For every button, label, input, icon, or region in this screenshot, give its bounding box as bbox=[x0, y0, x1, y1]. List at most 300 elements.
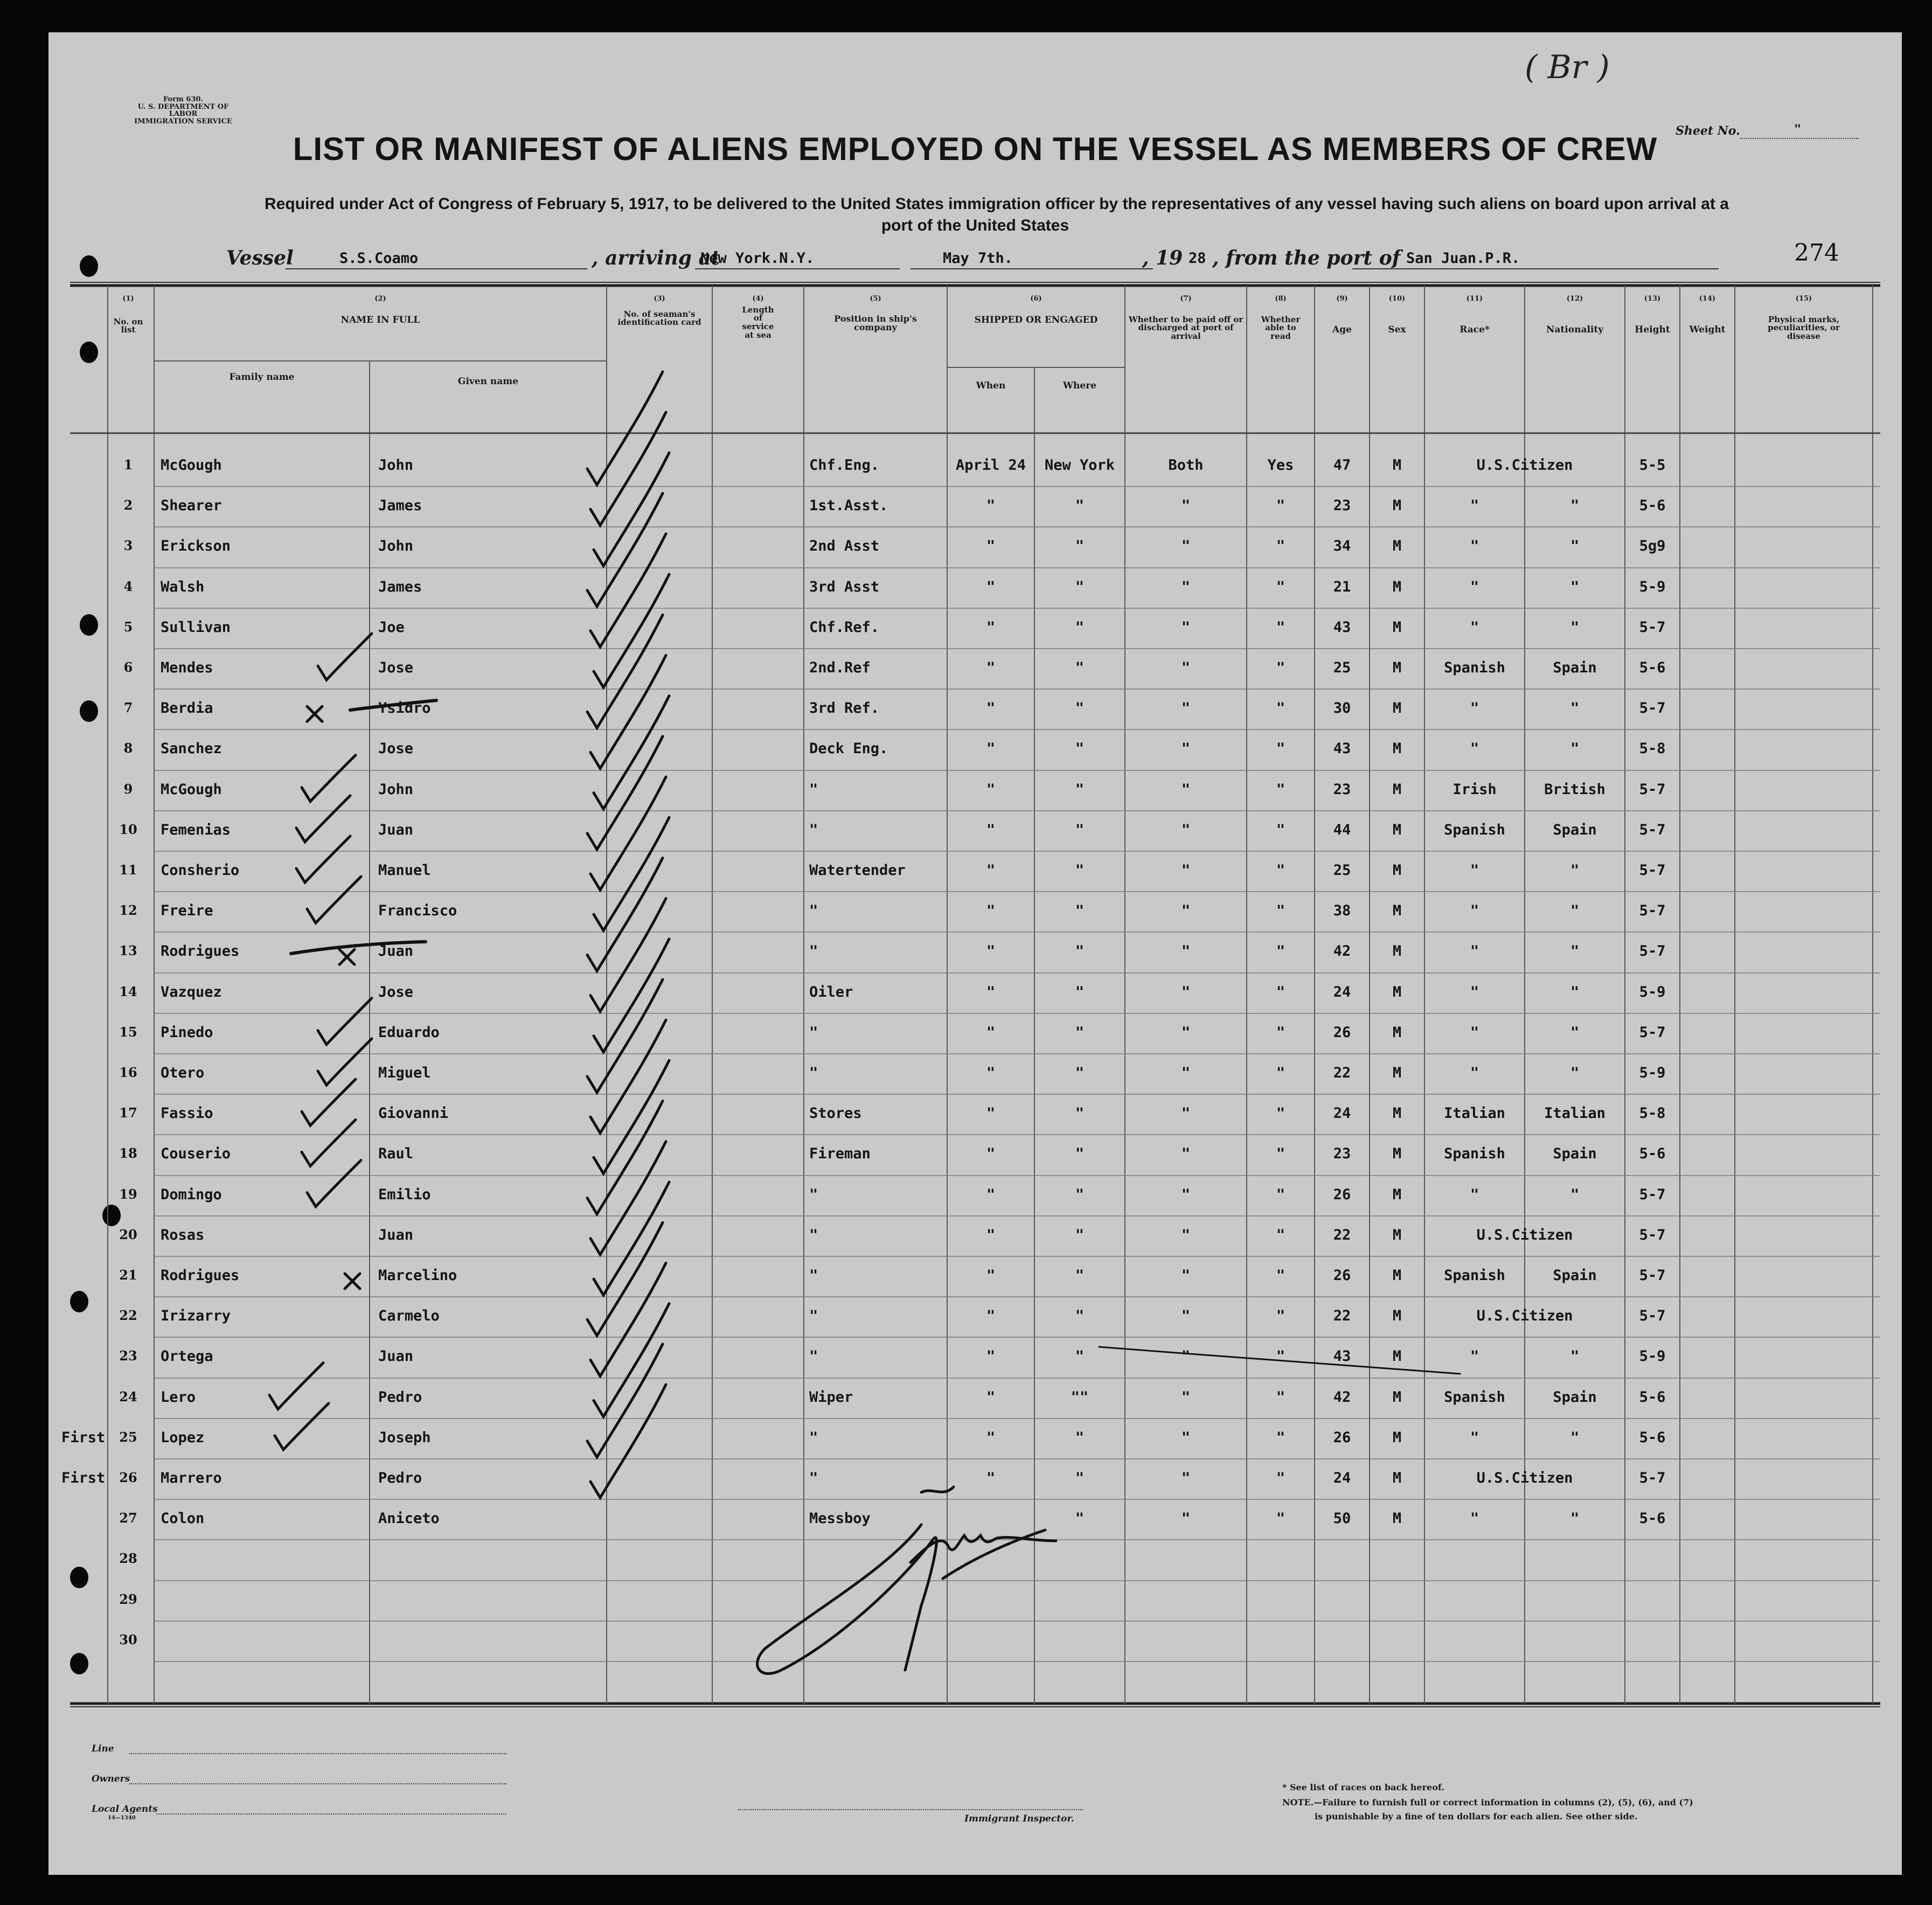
age-cell: 22 bbox=[1333, 1226, 1351, 1243]
shipped-where-cell: " bbox=[1075, 1429, 1085, 1446]
subtitle-line-1: Required under Act of Congress of February 5, 1917, to be delivered to the United States immigration officer by the representatives of any vessel having such aliens on board upon arrival at a bbox=[265, 195, 1729, 213]
able-to-read-cell: " bbox=[1276, 1145, 1285, 1163]
sex-cell: M bbox=[1392, 821, 1402, 838]
family-name-cell: Lopez bbox=[161, 1429, 205, 1446]
col3-title: No. of seaman's identification card bbox=[617, 309, 701, 328]
able-to-read-cell: " bbox=[1276, 943, 1285, 960]
col8-title: Whether able to read bbox=[1261, 314, 1301, 342]
family-name-cell: Irizarry bbox=[161, 1308, 231, 1325]
arrival-year: 28 bbox=[1189, 250, 1206, 267]
paid-off-cell: " bbox=[1181, 497, 1191, 515]
race-cell: " bbox=[1470, 618, 1479, 636]
footnote-penalty-1: NOTE.—Failure to furnish full or correct information in columns (2), (5), (6), and (7) bbox=[1282, 1797, 1693, 1807]
race-cell: " bbox=[1470, 578, 1479, 595]
race-cell: " bbox=[1470, 700, 1479, 717]
check-mark bbox=[587, 736, 663, 850]
row-number-cell: 8 bbox=[123, 740, 133, 756]
paid-off-cell: " bbox=[1181, 1267, 1191, 1284]
sex-cell: M bbox=[1392, 1105, 1402, 1122]
height-cell: 5-6 bbox=[1639, 497, 1666, 515]
row-number-cell: 2 bbox=[123, 497, 133, 513]
paid-off-cell: " bbox=[1181, 1145, 1191, 1163]
able-to-read-cell: " bbox=[1276, 1186, 1285, 1203]
family-name-cell: Ortega bbox=[161, 1348, 213, 1365]
col6-number: (6) bbox=[1030, 295, 1042, 303]
family-name-cell: McGough bbox=[161, 781, 222, 798]
col2-title: NAME IN FULL bbox=[340, 314, 420, 325]
row-number-cell: 23 bbox=[119, 1348, 137, 1364]
given-name-cell: Eduardo bbox=[378, 1024, 440, 1041]
height-cell: 5-8 bbox=[1639, 1105, 1666, 1122]
height-cell: 5-5 bbox=[1639, 457, 1666, 474]
position-cell: " bbox=[809, 902, 818, 920]
race-cell: Spanish bbox=[1444, 1388, 1505, 1406]
row-number-cell: 18 bbox=[119, 1145, 137, 1162]
family-name-cell: Marrero bbox=[161, 1470, 222, 1486]
given-name-cell: John bbox=[378, 781, 414, 798]
row-number-cell: 6 bbox=[123, 659, 133, 675]
race-cell: U.S.Citizen bbox=[1476, 457, 1573, 474]
position-cell: Chf.Eng. bbox=[809, 457, 880, 474]
nationality-cell: " bbox=[1570, 862, 1580, 879]
shipped-when-cell: April 24 bbox=[955, 457, 1026, 474]
able-to-read-cell: " bbox=[1276, 1024, 1285, 1041]
paid-off-cell: " bbox=[1181, 983, 1191, 1000]
age-cell: 38 bbox=[1333, 902, 1351, 920]
able-to-read-cell: " bbox=[1276, 781, 1285, 798]
check-mark bbox=[590, 1385, 666, 1498]
nationality-cell: Spain bbox=[1553, 659, 1597, 676]
col15-title: Physical marks, peculiarities, or disease bbox=[1768, 314, 1840, 342]
sex-cell: M bbox=[1392, 578, 1402, 595]
footer-owners-field bbox=[129, 1783, 506, 1784]
age-cell: 44 bbox=[1333, 821, 1351, 838]
shipped-when-cell: " bbox=[986, 821, 996, 838]
row-number-cell: 30 bbox=[119, 1631, 137, 1647]
sex-cell: M bbox=[1392, 538, 1402, 555]
family-name-cell: Sanchez bbox=[161, 740, 222, 757]
from-port-label: , from the port of bbox=[1212, 247, 1401, 269]
age-cell: 50 bbox=[1333, 1510, 1351, 1527]
given-name-cell: Emilio bbox=[378, 1186, 431, 1203]
height-cell: 5-7 bbox=[1639, 902, 1666, 920]
position-cell: " bbox=[809, 1267, 818, 1284]
shipped-where-cell: " bbox=[1075, 1226, 1085, 1243]
able-to-read-cell: " bbox=[1276, 538, 1285, 555]
row-number-cell: 9 bbox=[123, 781, 133, 797]
position-cell: " bbox=[809, 1308, 818, 1325]
height-cell: 5-6 bbox=[1639, 1388, 1666, 1406]
pencil-stroke bbox=[350, 700, 436, 710]
col9-number: (9) bbox=[1336, 295, 1348, 303]
position-cell: Deck Eng. bbox=[809, 740, 888, 757]
sex-cell: M bbox=[1392, 943, 1402, 960]
shipped-when-cell: " bbox=[986, 1348, 996, 1365]
able-to-read-cell: " bbox=[1276, 740, 1285, 757]
shipped-where-cell: " bbox=[1075, 1308, 1085, 1325]
height-cell: 5-8 bbox=[1639, 740, 1666, 757]
shipped-where-cell: " bbox=[1075, 1348, 1085, 1365]
inspector-signature bbox=[757, 1487, 1056, 1673]
cross-mark bbox=[339, 949, 355, 964]
race-cell: Italian bbox=[1444, 1105, 1505, 1122]
col3-number: (3) bbox=[654, 295, 665, 303]
given-name-cell: Joseph bbox=[378, 1429, 431, 1446]
row-number-cell: 7 bbox=[123, 700, 133, 716]
shipped-where-cell: " bbox=[1075, 1470, 1085, 1486]
check-mark bbox=[587, 979, 663, 1093]
footer-line-field bbox=[129, 1753, 506, 1754]
nationality-cell: " bbox=[1570, 1024, 1580, 1041]
check-marks bbox=[269, 372, 669, 1498]
paid-off-cell: " bbox=[1181, 659, 1191, 676]
race-cell: " bbox=[1470, 1024, 1479, 1041]
sex-cell: M bbox=[1392, 1388, 1402, 1406]
age-cell: 26 bbox=[1333, 1186, 1351, 1203]
row-number-cell: 1 bbox=[123, 457, 133, 472]
shipped-where-cell: " bbox=[1075, 943, 1085, 960]
position-cell: 2nd.Ref bbox=[809, 659, 871, 676]
row-number-cell: 19 bbox=[119, 1186, 137, 1202]
race-cell: " bbox=[1470, 1348, 1479, 1365]
row-number-cell: 5 bbox=[123, 618, 133, 635]
footer-agents-field bbox=[156, 1813, 506, 1814]
arrival-date: May 7th. bbox=[943, 250, 1013, 267]
nationality-cell: " bbox=[1570, 1186, 1580, 1203]
shipped-when-cell: " bbox=[986, 943, 996, 960]
shipped-where-cell: " bbox=[1075, 538, 1085, 555]
given-name-cell: Juan bbox=[378, 1226, 414, 1243]
position-cell: Wiper bbox=[809, 1388, 853, 1406]
age-cell: 42 bbox=[1333, 943, 1351, 960]
position-cell: " bbox=[809, 1348, 818, 1365]
row-number-cell: 15 bbox=[119, 1024, 137, 1040]
nationality-cell: " bbox=[1570, 578, 1580, 595]
sex-cell: M bbox=[1392, 1145, 1402, 1163]
age-cell: 24 bbox=[1333, 983, 1351, 1000]
family-name-cell: Freire bbox=[161, 902, 213, 920]
given-name-cell: Jose bbox=[378, 983, 414, 1000]
given-name-cell: Joe bbox=[378, 618, 405, 636]
race-cell: " bbox=[1470, 902, 1479, 920]
race-cell: Spanish bbox=[1444, 821, 1505, 838]
family-name-cell: Rodrigues bbox=[161, 1267, 240, 1284]
age-cell: 24 bbox=[1333, 1105, 1351, 1122]
row-number-cell: 28 bbox=[119, 1551, 137, 1567]
arriving-label: , arriving at bbox=[592, 247, 720, 269]
year-prefix: , 19 bbox=[1142, 247, 1183, 269]
nationality-cell: Spain bbox=[1553, 1145, 1597, 1163]
footer-owners-label: Owners bbox=[92, 1774, 130, 1784]
col1-number: (1) bbox=[122, 295, 134, 303]
family-name-cell: Rodrigues bbox=[161, 943, 240, 960]
paid-off-cell: " bbox=[1181, 740, 1191, 757]
age-cell: 25 bbox=[1333, 659, 1351, 676]
shipped-when-cell: " bbox=[986, 1186, 996, 1203]
height-cell: 5-7 bbox=[1639, 862, 1666, 879]
nationality-cell: " bbox=[1570, 1065, 1580, 1081]
row-number-cell: 3 bbox=[123, 538, 133, 554]
check-mark bbox=[307, 877, 361, 923]
able-to-read-cell: " bbox=[1276, 1267, 1285, 1284]
race-cell: " bbox=[1470, 943, 1479, 960]
shipped-when-cell: " bbox=[986, 1226, 996, 1243]
able-to-read-cell: " bbox=[1276, 1470, 1285, 1486]
age-cell: 26 bbox=[1333, 1267, 1351, 1284]
height-cell: 5-9 bbox=[1639, 578, 1666, 595]
row-prefix-note: First bbox=[61, 1429, 106, 1446]
shipped-where-cell: " bbox=[1075, 1510, 1085, 1527]
able-to-read-cell: " bbox=[1276, 497, 1285, 515]
given-name-cell: John bbox=[378, 538, 414, 555]
sex-cell: M bbox=[1392, 1065, 1402, 1081]
able-to-read-cell: " bbox=[1276, 1226, 1285, 1243]
col12-number: (12) bbox=[1566, 295, 1583, 303]
sex-cell: M bbox=[1392, 902, 1402, 920]
sex-cell: M bbox=[1392, 1267, 1402, 1284]
check-mark bbox=[587, 1101, 663, 1214]
check-mark bbox=[302, 755, 356, 802]
family-name-cell: Femenias bbox=[161, 821, 231, 838]
col11-title: Race* bbox=[1460, 324, 1490, 335]
paid-off-cell: " bbox=[1181, 1226, 1191, 1243]
sex-cell: M bbox=[1392, 700, 1402, 717]
shipped-when-cell: " bbox=[986, 781, 996, 798]
paid-off-cell: " bbox=[1181, 1105, 1191, 1122]
nationality-cell: Spain bbox=[1553, 821, 1597, 838]
given-name-cell: James bbox=[378, 497, 422, 515]
shipped-where-cell: " bbox=[1075, 862, 1085, 879]
sex-cell: M bbox=[1392, 1226, 1402, 1243]
age-cell: 30 bbox=[1333, 700, 1351, 717]
family-name-cell: Fassio bbox=[161, 1105, 213, 1122]
shipped-where-cell: " bbox=[1075, 618, 1085, 636]
sex-cell: M bbox=[1392, 1470, 1402, 1486]
manifest-sheet bbox=[48, 32, 1902, 1875]
height-cell: 5-7 bbox=[1639, 1226, 1666, 1243]
age-cell: 42 bbox=[1333, 1388, 1351, 1406]
shipped-when-cell: " bbox=[986, 1470, 996, 1486]
height-cell: 5-7 bbox=[1639, 1186, 1666, 1203]
able-to-read-cell: " bbox=[1276, 821, 1285, 838]
age-cell: 22 bbox=[1333, 1065, 1351, 1081]
nationality-cell: " bbox=[1570, 1429, 1580, 1446]
col10-title: Sex bbox=[1388, 324, 1406, 335]
shipped-where-cell: " bbox=[1075, 659, 1085, 676]
shipped-where-cell: " bbox=[1075, 1267, 1085, 1284]
age-cell: 47 bbox=[1333, 457, 1351, 474]
able-to-read-cell: " bbox=[1276, 1510, 1285, 1527]
nationality-cell: " bbox=[1570, 983, 1580, 1000]
sex-cell: M bbox=[1392, 862, 1402, 879]
row-number-cell: 4 bbox=[123, 578, 133, 594]
family-name-cell: Couserio bbox=[161, 1145, 231, 1163]
paid-off-cell: " bbox=[1181, 1065, 1191, 1081]
age-cell: 43 bbox=[1333, 740, 1351, 757]
row-number-cell: 16 bbox=[119, 1065, 137, 1080]
form-number: Form 630. bbox=[163, 95, 203, 103]
position-cell: Oiler bbox=[809, 983, 853, 1000]
check-mark bbox=[587, 615, 663, 728]
shipped-where-cell: " bbox=[1075, 1024, 1085, 1041]
position-cell: Stores bbox=[809, 1105, 862, 1122]
race-cell: Irish bbox=[1453, 781, 1497, 798]
race-cell: Spanish bbox=[1444, 659, 1505, 676]
col13-title: Height bbox=[1635, 324, 1670, 335]
shipped-where-cell: " bbox=[1075, 821, 1085, 838]
age-cell: 23 bbox=[1333, 1145, 1351, 1163]
row-number-cell: 27 bbox=[119, 1510, 137, 1526]
height-cell: 5-6 bbox=[1639, 659, 1666, 676]
shipped-where-cell: " bbox=[1075, 497, 1085, 515]
nationality-cell: Spain bbox=[1553, 1388, 1597, 1406]
age-cell: 34 bbox=[1333, 538, 1351, 555]
row-number-cell: 24 bbox=[119, 1388, 137, 1405]
check-mark bbox=[296, 796, 350, 842]
age-cell: 24 bbox=[1333, 1470, 1351, 1486]
position-cell: Watertender bbox=[809, 862, 906, 879]
col4-number: (4) bbox=[752, 295, 764, 303]
col4-title: Length of service at sea bbox=[742, 304, 774, 340]
page-number: 274 bbox=[1794, 239, 1839, 267]
paid-off-cell: Both bbox=[1168, 457, 1204, 474]
shipped-when-cell: " bbox=[986, 983, 996, 1000]
height-cell: 5-7 bbox=[1639, 1308, 1666, 1325]
col10-number: (10) bbox=[1388, 295, 1406, 303]
shipped-where-cell: " bbox=[1075, 902, 1085, 920]
able-to-read-cell: " bbox=[1276, 1388, 1285, 1406]
height-cell: 5-7 bbox=[1639, 618, 1666, 636]
shipped-when-cell: " bbox=[986, 740, 996, 757]
footer-line-label: Line bbox=[92, 1743, 114, 1754]
paid-off-cell: " bbox=[1181, 1510, 1191, 1527]
family-name-cell: Vazquez bbox=[161, 983, 222, 1000]
paid-off-cell: " bbox=[1181, 1348, 1191, 1365]
col13-number: (13) bbox=[1644, 295, 1661, 303]
height-cell: 5-6 bbox=[1639, 1145, 1666, 1163]
height-cell: 5-7 bbox=[1639, 700, 1666, 717]
sex-cell: M bbox=[1392, 1186, 1402, 1203]
height-cell: 5-6 bbox=[1639, 1429, 1666, 1446]
able-to-read-cell: " bbox=[1276, 862, 1285, 879]
able-to-read-cell: Yes bbox=[1267, 457, 1294, 474]
inspector-signature-line bbox=[738, 1809, 1083, 1810]
given-name-cell: Giovanni bbox=[378, 1105, 449, 1122]
race-cell: " bbox=[1470, 740, 1479, 757]
check-mark bbox=[302, 1079, 356, 1125]
paid-off-cell: " bbox=[1181, 618, 1191, 636]
nationality-cell: " bbox=[1570, 943, 1580, 960]
row-number-cell: 17 bbox=[119, 1105, 137, 1121]
paid-off-cell: " bbox=[1181, 943, 1191, 960]
col8-number: (8) bbox=[1275, 295, 1287, 303]
race-cell: U.S.Citizen bbox=[1476, 1470, 1573, 1486]
col15-number: (15) bbox=[1795, 295, 1812, 303]
footer-agents-label: Local Agents bbox=[92, 1804, 158, 1814]
race-cell: " bbox=[1470, 862, 1479, 879]
nationality-cell: " bbox=[1570, 740, 1580, 757]
sex-cell: M bbox=[1392, 1348, 1402, 1365]
sex-cell: M bbox=[1392, 1510, 1402, 1527]
height-cell: 5g9 bbox=[1639, 538, 1666, 555]
race-cell: " bbox=[1470, 1065, 1479, 1081]
given-name-cell: Manuel bbox=[378, 862, 431, 879]
check-mark bbox=[587, 858, 663, 971]
departure-port: San Juan.P.R. bbox=[1406, 250, 1520, 267]
position-cell: " bbox=[809, 781, 818, 798]
position-cell: " bbox=[809, 1429, 818, 1446]
col14-title: Weight bbox=[1689, 324, 1726, 335]
shipped-where-cell: "" bbox=[1071, 1388, 1089, 1406]
sheet-number-value: " bbox=[1794, 123, 1802, 136]
sex-cell: M bbox=[1392, 659, 1402, 676]
handwritten-note: ( Br ) bbox=[1525, 48, 1610, 86]
shipped-when-cell: " bbox=[986, 1308, 996, 1325]
position-cell: 1st.Asst. bbox=[809, 497, 888, 515]
row-number-cell: 12 bbox=[119, 902, 137, 919]
given-name-cell: Juan bbox=[378, 821, 414, 838]
pencil-stroke bbox=[291, 942, 426, 954]
paid-off-cell: " bbox=[1181, 1388, 1191, 1406]
height-cell: 5-7 bbox=[1639, 781, 1666, 798]
nationality-cell: " bbox=[1570, 538, 1580, 555]
family-name-cell: Shearer bbox=[161, 497, 222, 515]
shipped-when-cell: " bbox=[986, 618, 996, 636]
given-name-cell: Marcelino bbox=[378, 1267, 457, 1284]
nationality-cell: " bbox=[1570, 1510, 1580, 1527]
sheet-number-label: Sheet No. bbox=[1676, 124, 1740, 138]
shipped-where-cell: " bbox=[1075, 578, 1085, 595]
family-name-cell: McGough bbox=[161, 457, 222, 474]
service-name: IMMIGRATION SERVICE bbox=[134, 117, 232, 126]
sex-cell: M bbox=[1392, 740, 1402, 757]
able-to-read-cell: " bbox=[1276, 1429, 1285, 1446]
given-name-cell: Jose bbox=[378, 740, 414, 757]
age-cell: 23 bbox=[1333, 497, 1351, 515]
department-name: U. S. DEPARTMENT OF LABOR bbox=[137, 102, 229, 119]
family-name-cell: Pinedo bbox=[161, 1024, 213, 1041]
footnote-races: * See list of races on back hereof. bbox=[1282, 1782, 1444, 1792]
col9-title: Age bbox=[1332, 324, 1352, 335]
race-cell: U.S.Citizen bbox=[1476, 1226, 1573, 1243]
able-to-read-cell: " bbox=[1276, 1105, 1285, 1122]
family-name-cell: Domingo bbox=[161, 1186, 222, 1203]
given-name-cell: Juan bbox=[378, 943, 414, 960]
shipped-when-cell: " bbox=[986, 497, 996, 515]
inspector-label: Immigrant Inspector. bbox=[964, 1813, 1074, 1824]
paid-off-cell: " bbox=[1181, 1470, 1191, 1486]
position-cell: " bbox=[809, 1470, 818, 1486]
age-cell: 26 bbox=[1333, 1429, 1351, 1446]
sex-cell: M bbox=[1392, 1024, 1402, 1041]
age-cell: 21 bbox=[1333, 578, 1351, 595]
nationality-cell: Italian bbox=[1544, 1105, 1606, 1122]
footer-form-code: 14—1340 bbox=[108, 1815, 136, 1821]
handwritten-marks bbox=[48, 32, 1902, 1875]
family-name-cell: Colon bbox=[161, 1510, 205, 1527]
cross-mark bbox=[307, 706, 322, 721]
paid-off-cell: " bbox=[1181, 862, 1191, 879]
cross-mark bbox=[345, 1274, 360, 1289]
given-name-cell: Aniceto bbox=[378, 1510, 440, 1527]
position-cell: " bbox=[809, 821, 818, 838]
shipped-where-cell: " bbox=[1075, 1065, 1085, 1081]
nationality-cell: Spain bbox=[1553, 1267, 1597, 1284]
col14-number: (14) bbox=[1699, 295, 1716, 303]
given-name-cell: Pedro bbox=[378, 1388, 422, 1406]
row-number-cell: 22 bbox=[119, 1308, 137, 1324]
able-to-read-cell: " bbox=[1276, 659, 1285, 676]
